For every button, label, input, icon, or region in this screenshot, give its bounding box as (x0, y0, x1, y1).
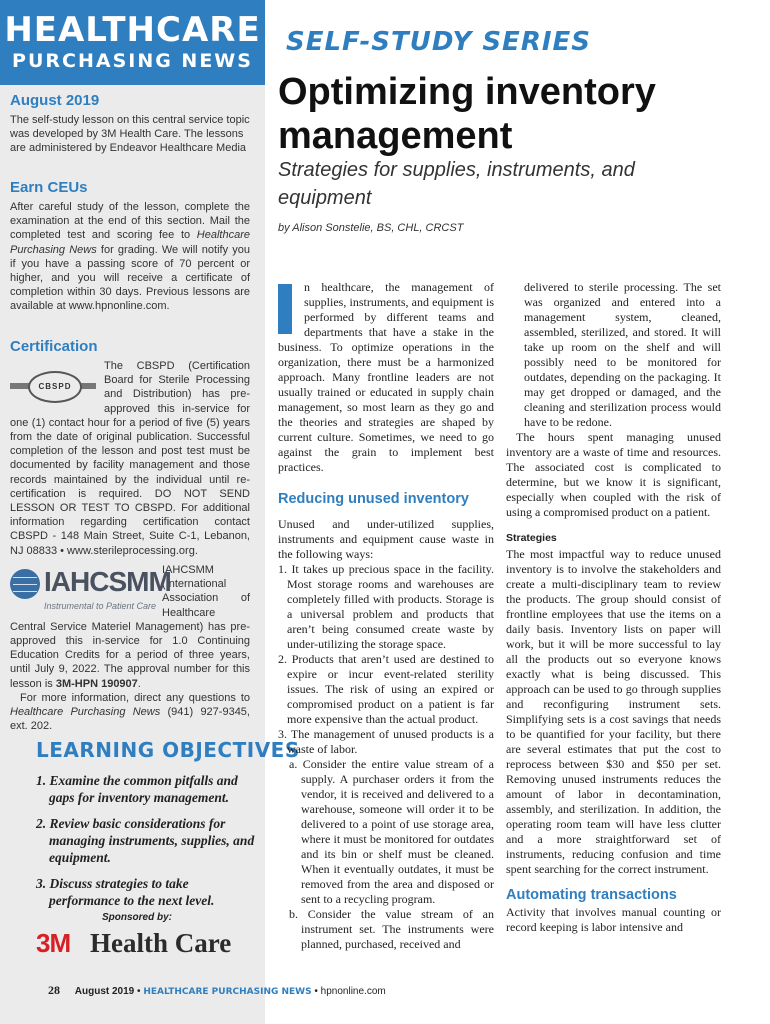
learning-objectives-list (36, 772, 258, 918)
page-number: 28 (48, 983, 60, 997)
drop-cap (278, 284, 292, 334)
strategies-paragraph: The most impactful way to reduce unused inventory is to involve the stakeholders and create a multi-disciplinary team to review the products. The group should consist of frontline employees that use the items on a daily basis. Inventory lists on paper will work, but it will be more successful to lay all the products out so everyone knows exactly what is being discussed. This approach can be used to go through supplies and reconfiguring instrument sets. Simplifying sets is a cost savings that needs to be quantified for your facility, but there are several estimates that put the cost to reprocess between $30 and $50 per set. Removing unused instruments reduces the amount of labor in decontamination, assembly, and sterilization. In addition, the operating room team will have less clutter and a more straightforward set of instruments, reducing confusion and time spent searching for the correct instrument. (506, 547, 721, 876)
series-label: SELF-STUDY SERIES (286, 27, 591, 57)
list-item-continued: delivered to sterile processing. The set was organized and entered into a management system, cleaned, assembled, sterilized, and stored. It will take up room on the shelf and will possibly need to be monitored for outdates, depending on the packaging. It may get dropped or damaged, and the cleaning and sterilization process would have to be redone. (524, 280, 721, 429)
list-item: 2. Products that aren’t used are destined to expire or incur event-related sterility issues. The risk of using an expired or compromised product on a patient is far more expensive than the actual product. (278, 652, 494, 726)
masthead-line1: HEALTHCARE (4, 10, 261, 50)
cbspd-logo: CBSPD (10, 365, 96, 407)
masthead-line2: PURCHASING NEWS (12, 50, 253, 72)
list-item: 1. It takes up precious space in the facility. Most storage rooms and warehouses are completely filled with products. Storage is a universal problem and products that aren’t being consumed create waste by under-utilizing the storage space. (278, 562, 494, 651)
sidebar-ceus-heading: Earn CEUs (10, 179, 88, 196)
list-item: 1. Examine the common pitfalls and gaps for inventory management. (36, 773, 238, 805)
footer-separator: • (137, 986, 141, 997)
sponsor-label: Sponsored by: (102, 912, 173, 923)
article-column-2 (506, 280, 721, 935)
masthead-logo (0, 0, 265, 85)
sidebar-ceus-block (10, 179, 250, 314)
heading-strategies: Strategies (506, 532, 557, 544)
automating-paragraph: Activity that involves manual counting or record keeping is labor intensive and (506, 905, 721, 934)
reducing-lead: Unused and under-utilized supplies, instruments and equipment cause waste in the following ways: (278, 517, 494, 561)
heading-automating-transactions: Automating transactions (506, 887, 677, 903)
footer-magazine: HEALTHCARE PURCHASING NEWS (143, 987, 312, 997)
sidebar-ceus-text: After careful study of the lesson, complete the examination at the end of this section. Mail the completed test and scoring fee to Healthcare Purchasing News for grading. We will notify you if you have a passing score of 70 percent or higher, and you will receive a certificate of completion within 30 days. Previous lessons are available at www.hpnonline.com. (10, 201, 250, 313)
page-footer (48, 983, 386, 998)
article-title: Optimizing inventory management (278, 71, 656, 157)
list-item: b. Consider the value stream of an instrument set. The instruments were planned, purchased, received and (289, 907, 494, 951)
sidebar-certification-block (10, 338, 250, 558)
iahcsmm-logo: IAHCSMM Instrumental to Patient Care (10, 565, 156, 613)
sidebar-certification-text: The CBSPD (Certification Board for Sterile Processing and Distribution) has pre-approved this in-service for one (1) contact hour for a period of five (5) years from the date of original publication. Successful completion of the lesson and post test must be documented by facility management and those records maintained by the individual until re-certification is required. DO NOT SEND LESSON OR TEST TO CBSPD. For additional information regarding certification contact CBSPD - 148 Main Street, Suite C-1, Lebanon, NJ 08833 • www.sterileprocessing.org. (10, 360, 250, 557)
sidebar-certification-heading: Certification (10, 338, 98, 355)
learning-objectives-heading: LEARNING OBJECTIVES (36, 738, 300, 762)
sidebar-date-heading: August 2019 (10, 92, 100, 109)
sidebar-date-block (10, 92, 250, 156)
footer-separator: • (314, 986, 318, 997)
list-item: 3. The management of unused products is a waste of labor. (278, 727, 494, 756)
article-subtitle: Strategies for supplies, instruments, and equipment (278, 159, 635, 209)
hours-paragraph: The hours spent managing unused inventory are a waste of time and resources. The associated cost is complicated to determine, but we know it is significant, especially when coupled with the risk of using a compromised product on a patient. (506, 430, 721, 519)
health-care-logo: Health Care (90, 928, 232, 958)
list-item: 2. Review basic considerations for managing instruments, supplies, and equipment. (36, 816, 255, 865)
article-byline: by Alison Sonstelie, BS, CHL, CRCST (278, 222, 464, 234)
list-item: 3. Discuss strategies to take performance to the next level. (36, 876, 215, 908)
article-column-1 (278, 280, 494, 952)
sidebar-iahcsmm-text: IAHCSMM (International Association of Healthcare Central Service Materiel Management) has pre-approved this in-service for 1.0 Continuing Education Credits for a period of three years, until July 9, 2022. The approval number for this lesson is 3M-HPN 190907. (10, 564, 250, 690)
heading-reducing-inventory: Reducing unused inventory (278, 491, 469, 507)
footer-date: August 2019 (74, 986, 135, 997)
3m-logo: 3M (36, 928, 71, 958)
article-intro: n healthcare, the management of supplies, instruments, and equipment is performed by different teams and departments that have a stake in the business. To optimize operations in the organization, there must be a harmonized approach. Many frontline leaders are not usually trained or educated in supply chain management, so most learn as they go and the theories and strategies are shaped by current culture. Sometimes, we need to go against the grain to implement best practices. (278, 280, 494, 474)
list-item: a. Consider the entire value stream of a supply. A purchaser orders it from the vendor, it is received and delivered to a warehouse, someone will order it to be delivered to a point of use storage area, where it must be monitored for outdates and its bin or shelf must be cleaned. When it eventually outdates, it must be removed from the area and disposed or sent to a recycling program. (289, 757, 494, 906)
footer-site: hpnonline.com (320, 986, 386, 997)
sidebar-iahcsmm-contact: For more information, direct any questions to Healthcare Purchasing News (941) 927-9345, ext. 202. (10, 691, 250, 733)
sidebar-date-text: The self-study lesson on this central service topic was developed by 3M Health Care. The lessons are administered by Endeavor Healthcare Media (10, 114, 250, 155)
globe-icon (10, 569, 40, 599)
sidebar-iahcsmm-block (10, 563, 250, 733)
